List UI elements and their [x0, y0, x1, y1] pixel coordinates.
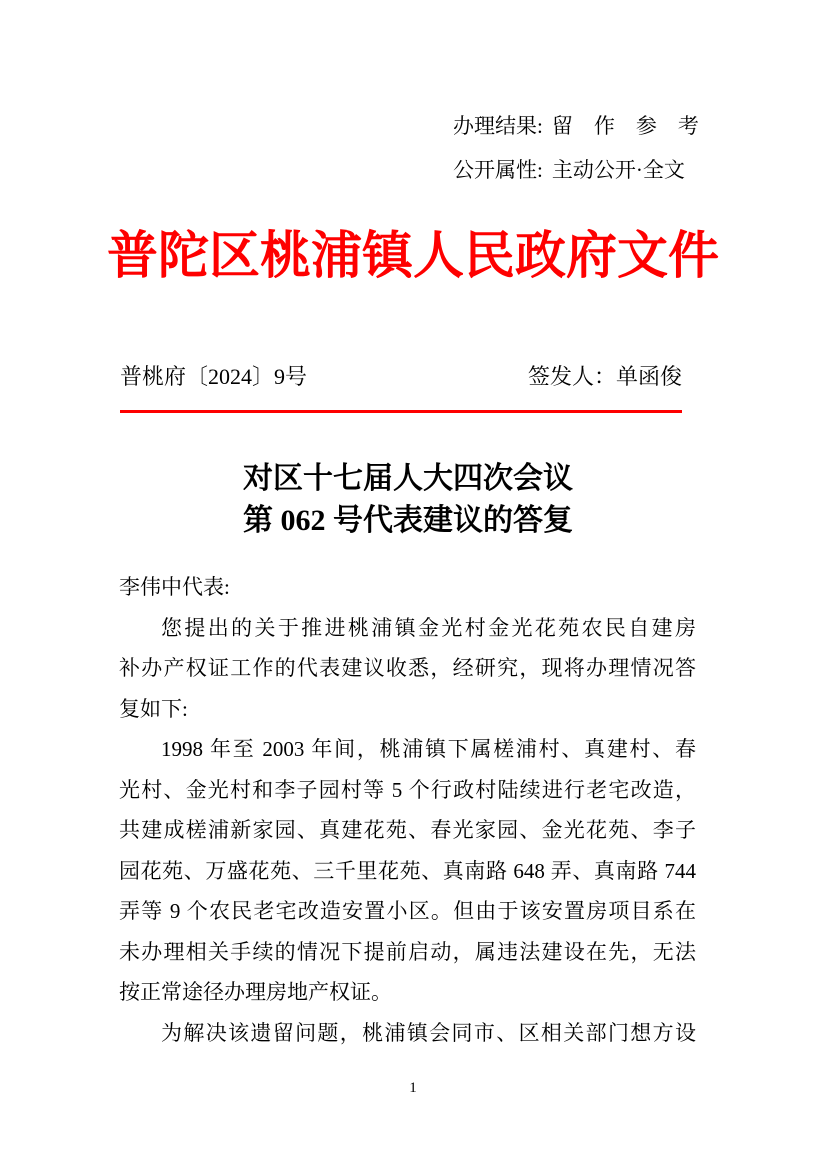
- signer-name: 单函俊: [615, 364, 682, 389]
- body-line: 共建成槎浦新家园、真建花苑、春光家园、金光花苑、李子: [119, 818, 696, 842]
- masthead-title: 普陀区桃浦镇人民政府文件: [106, 229, 719, 285]
- signer: [528, 362, 682, 392]
- body-line: 弄等 9 个农民老宅改造安置小区。但由于该安置房项目系在: [119, 899, 696, 923]
- meta-result-value: 留 作 参 考: [551, 114, 699, 138]
- body-line: 按正常途径办理房地产权证。: [119, 980, 392, 1004]
- document-title: [120, 458, 696, 542]
- meta-result-label: 办理结果:: [453, 114, 543, 138]
- meta-publicity-label: 公开属性:: [453, 158, 543, 182]
- meta-publicity-value: 主动公开·全文: [551, 158, 685, 182]
- body-line: 补办产权证工作的代表建议收悉，经研究，现将办理情况答: [119, 656, 696, 680]
- page-number: 1: [409, 1080, 417, 1096]
- body-line: 李伟中代表:: [119, 575, 230, 599]
- body-line: 1998 年至 2003 年间，桃浦镇下属槎浦村、真建村、春: [161, 737, 696, 761]
- reference-row: [120, 362, 682, 392]
- body-line: 光村、金光村和李子园村等 5 个行政村陆续进行老宅改造，: [119, 777, 696, 802]
- doc-number: 普桃府〔2024〕9号: [120, 364, 308, 389]
- red-divider-line: [120, 410, 682, 413]
- body-line: 您提出的关于推进桃浦镇金光村金光花苑农民自建房: [161, 615, 696, 640]
- meta-result-line: [453, 104, 699, 148]
- meta-publicity-line: [453, 148, 699, 192]
- signer-label: 签发人：: [527, 364, 616, 389]
- body-line: 复如下:: [119, 696, 188, 721]
- body-line: 园花苑、万盛花苑、三千里花苑、真南路 648 弄、真南路 744: [119, 858, 696, 883]
- header-meta: [453, 104, 699, 192]
- document-body: [119, 567, 696, 1053]
- document-title-line1: 对区十七届人大四次会议: [243, 462, 573, 495]
- body-line: 为解决该遗留问题，桃浦镇会同市、区相关部门想方设: [161, 1020, 696, 1045]
- body-line: 未办理相关手续的情况下提前启动，属违法建设在先，无法: [119, 939, 696, 964]
- document-title-line2: 第 062 号代表建议的答复: [243, 504, 573, 537]
